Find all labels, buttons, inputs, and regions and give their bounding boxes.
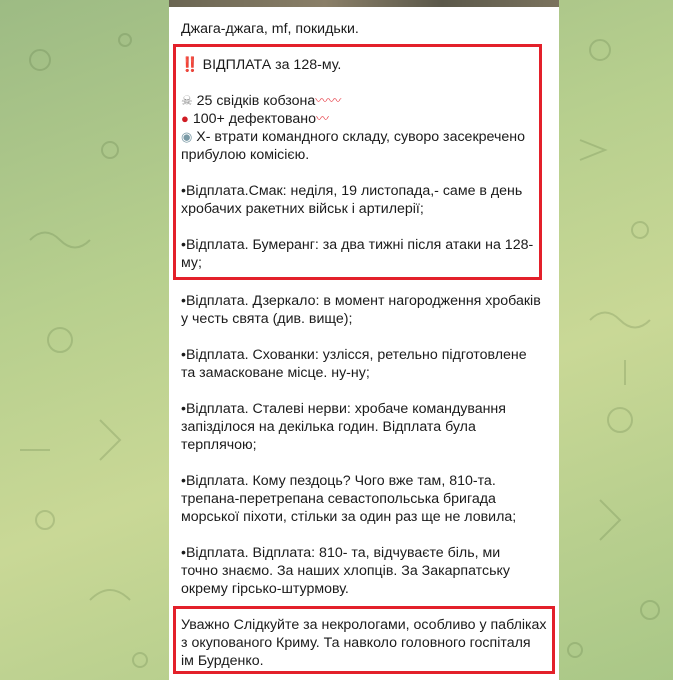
paragraph-3: •Відплата. Дзеркало: в момент нагородження хробаків у честь свята (див. вище);	[181, 293, 541, 327]
loss-text-1: 25 свідків кобзона	[196, 93, 316, 109]
attached-photo[interactable]	[169, 0, 559, 7]
alien-icon: ◉	[181, 129, 193, 144]
loss-line-1	[181, 92, 541, 111]
paragraph-7: •Відплата. Відплата: 810- та, відчуваєте біль, ми точно знаємо. За наших хлопців. За Закарпатську окрему гірсько-штурмову.	[181, 545, 510, 597]
paragraph-2: •Відплата. Бумеранг: за два тижні після атаки на 128-му;	[181, 237, 534, 271]
blood-drop-icon: ●	[181, 111, 189, 126]
red-knot-icon: 〰	[316, 112, 330, 127]
headline-text: ВІДПЛАТА за 128-му.	[202, 57, 342, 73]
paragraph-5: •Відплата. Сталеві нерви: хробаче командування запізділося на декілька годин. Відплата була терплячою;	[181, 401, 506, 453]
closing-text: Уважно Слідкуйте за некрологами, особливо у пабліках з окупованого Криму. Та навколо головного госпіталя ім Бурденко.	[181, 617, 547, 669]
paragraph-6: •Відплата. Кому пездоць? Чого вже там, 810-та. трепана-перетрепана севастопольська бригада морської піхоти, стільки за один раз ще не ловила;	[181, 473, 517, 525]
message-bubble	[169, 0, 559, 680]
paragraph-1: •Відплата.Смак: неділя, 19 листопада,- саме в день хробачих ракетних військ і артилерії;	[181, 183, 523, 217]
double-exclamation-icon: ‼️	[181, 57, 199, 73]
loss-text-3: Х- втрати командного складу, суворо засекречено прибулою комісією.	[181, 129, 525, 163]
paragraph-4: •Відплата. Схованки: узлісся, ретельно підготовлене та замасковане місце. ну-ну;	[181, 347, 527, 381]
loss-line-2	[181, 110, 541, 129]
headline	[181, 56, 541, 74]
loss-text-2: 100+ дефектовано	[192, 111, 317, 127]
red-knot-icon: 〰〰	[315, 94, 342, 109]
intro-text: Джага-джага, mf, покидьки.	[181, 21, 359, 37]
loss-line-3	[181, 128, 541, 164]
skull-icon: ☠	[181, 93, 193, 108]
